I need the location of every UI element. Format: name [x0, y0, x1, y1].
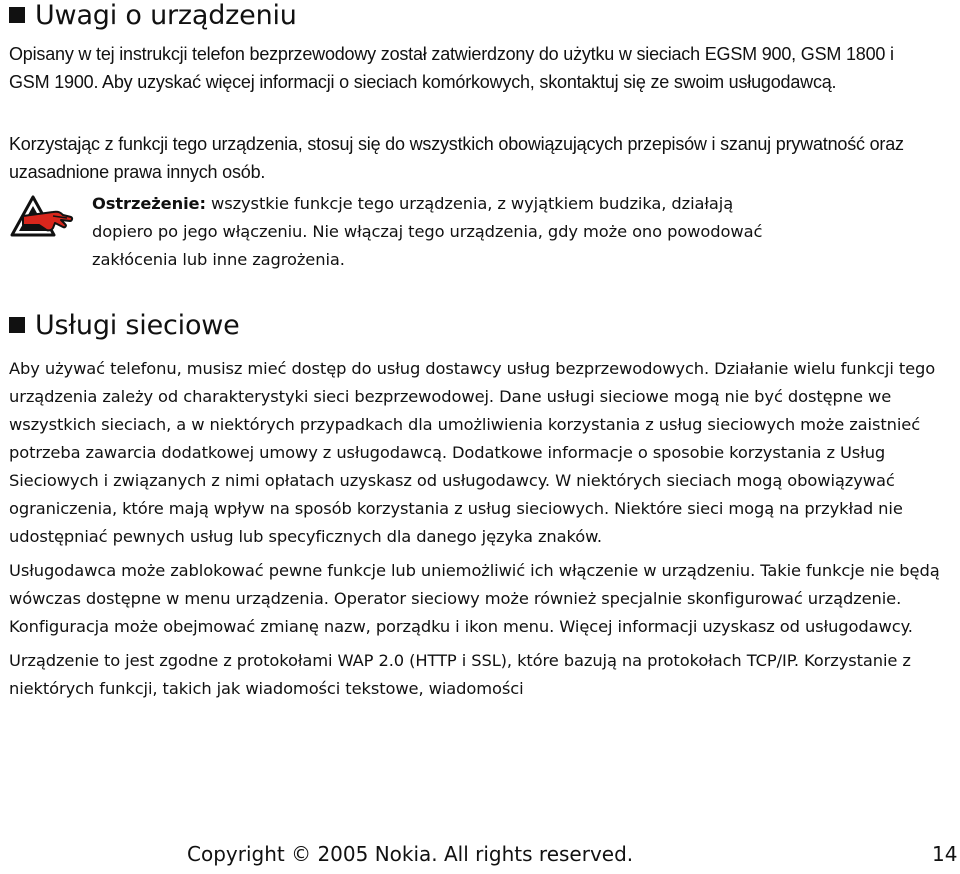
section-title: Uwagi o urządzeniu	[35, 0, 297, 31]
section-heading-device-notes	[9, 0, 297, 30]
page-number: 14	[932, 842, 958, 866]
paragraph-wap-protocols: Urządzenie to jest zgodne z protokołami WAP 2.0 (HTTP i SSL), które bazują na protokołach TCP/IP. Korzystanie z niektórych funkcji, takich jak wiadomości tekstowe, wiadomości	[9, 651, 911, 698]
paragraph-provider-restrictions: Usługodawca może zablokować pewne funkcje lub uniemożliwić ich włączenie w urządzeniu. Takie funkcje nie będą wówczas dostępne w menu urządzenia. Operator sieciowy może również specjalnie skonfigurować urządzenie. Konfiguracja może obejmować zmianę nazw, porządku i ikon menu. Więcej informacji uzyskasz od usługodawcy.	[9, 561, 940, 636]
warning-message: wszystkie funkcje tego urządzenia, z wyjątkiem budzika, działają dopiero po jego włączeniu. Nie włączaj tego urządzenia, gdy może ono powodować zakłócenia lub inne zagrożenia.	[92, 194, 763, 269]
heading-bullet-square	[9, 317, 25, 333]
footer-copyright: Copyright © 2005 Nokia. All rights reserved.	[187, 842, 634, 866]
warning-box	[9, 190, 954, 280]
section-title: Usługi sieciowe	[35, 309, 240, 341]
warning-hand-icon	[9, 194, 75, 238]
warning-label: Ostrzeżenie:	[92, 194, 206, 213]
section-heading-network-services	[9, 310, 240, 340]
paragraph-laws-privacy: Korzystając z funkcji tego urządzenia, stosuj się do wszystkich obowiązujących przepisów i szanuj prywatność oraz uzasadnione prawa innych osób.	[9, 134, 904, 182]
warning-text	[92, 190, 792, 274]
heading-bullet-square	[9, 7, 25, 23]
paragraph-network-approval: Opisany w tej instrukcji telefon bezprzewodowy został zatwierdzony do użytku w sieciach EGSM 900, GSM 1800 i GSM 1900. Aby uzyskać więcej informacji o sieciach komórkowych, skontaktuj się ze swoim usługodawcą.	[9, 44, 894, 92]
section-body-network-services	[9, 355, 954, 709]
paragraph-service-availability: Aby używać telefonu, musisz mieć dostęp do usług dostawcy usług bezprzewodowych. Działanie wielu funkcji tego urządzenia zależy od charakterystyki sieci bezprzewodowej. Dane usługi sieciowe mogą nie być dostępne we wszystkich sieciach, a w niektórych przypadkach dla umożliwienia korzystania z usług sieciowych może zaistnieć potrzeba zawarcia dodatkowej umowy z usługodawcą. Dodatkowe informacje o sposobie korzystania z Usług Sieciowych i związanych z nimi opłatach uzyskasz od usługodawcy. W niektórych sieciach mogą obowiązywać ograniczenia, które mają wpływ na sposób korzystania z usług sieciowych. Niektóre sieci mogą na przykład nie udostępniać pewnych usług lub specyficznych dla danego języka znaków.	[9, 359, 936, 546]
